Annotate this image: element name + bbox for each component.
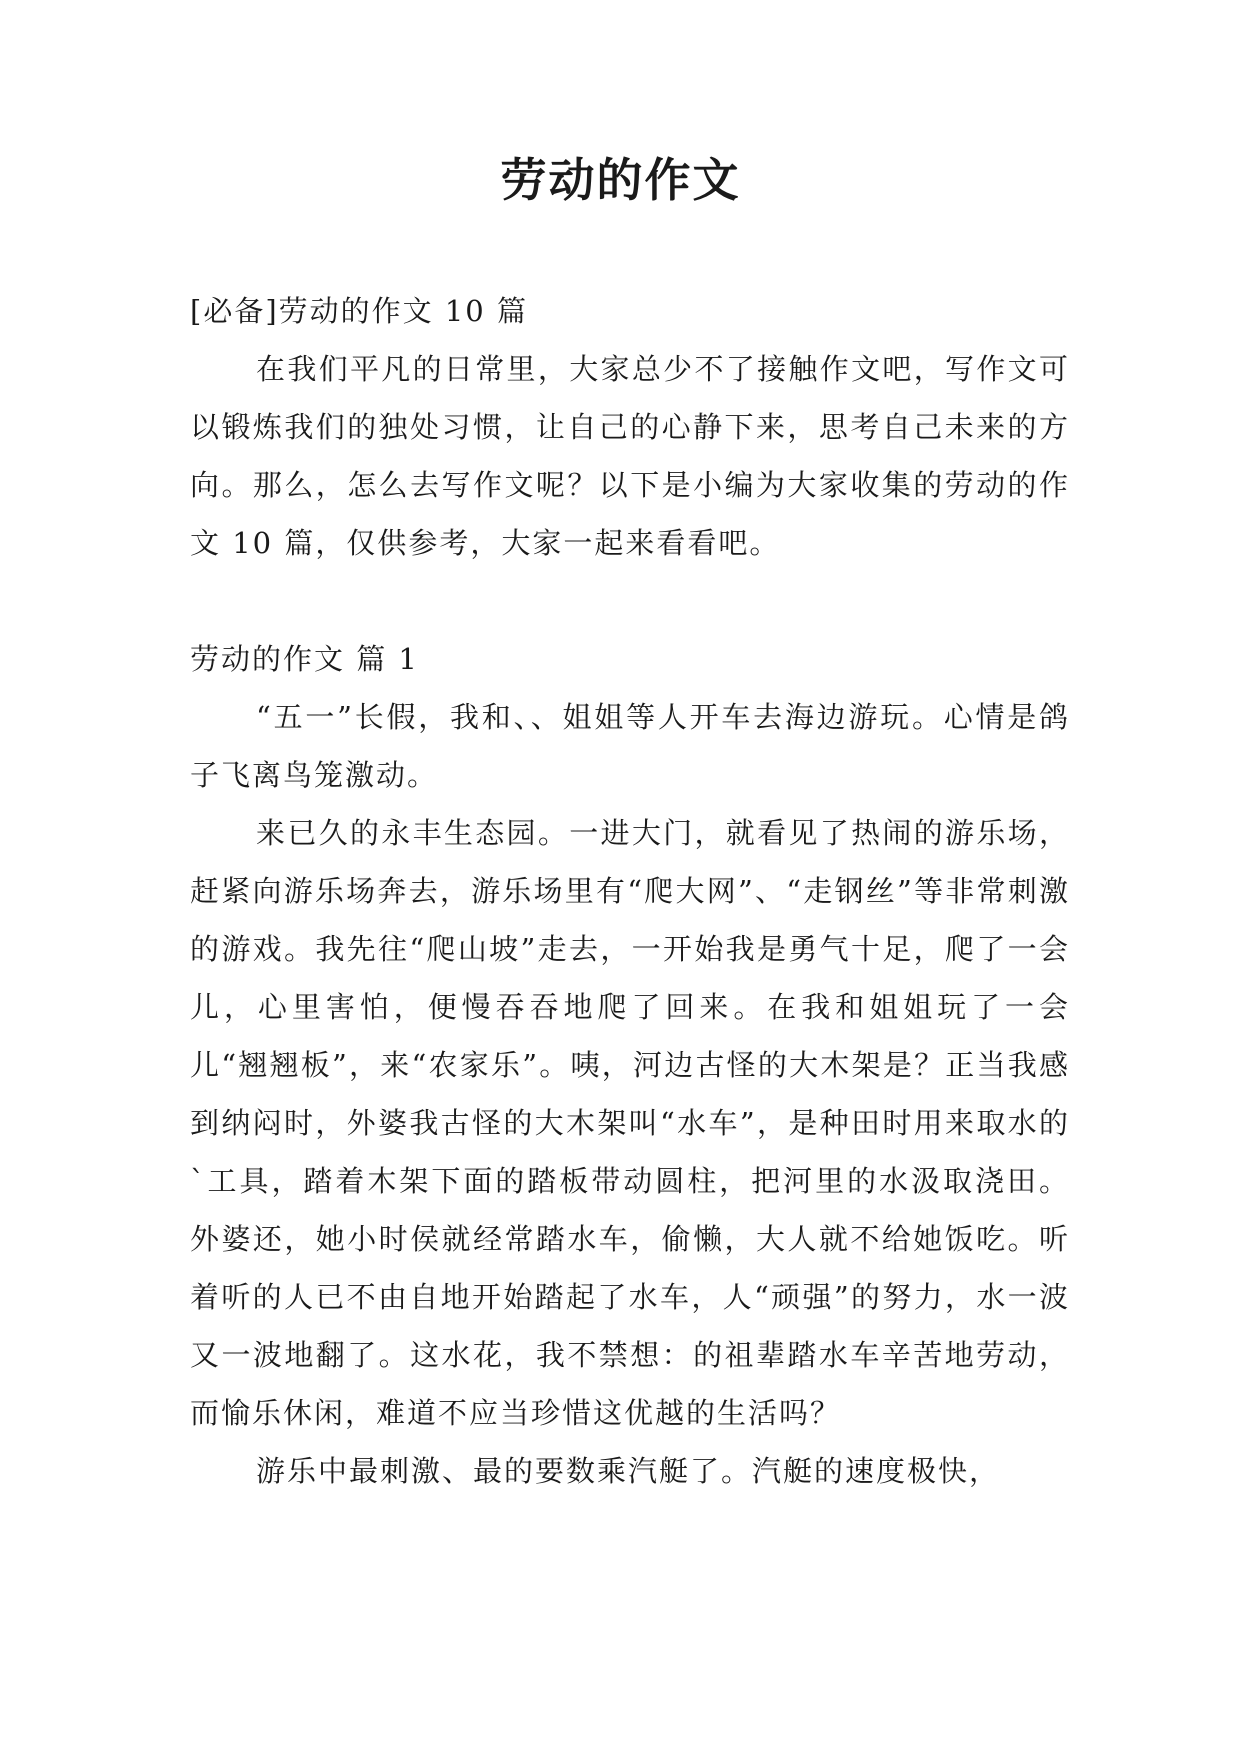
document-heading: [必备]劳动的作文 10 篇	[190, 294, 528, 328]
body-paragraph: 游乐中最刺激、最的要数乘汽艇了。汽艇的速度极快，	[256, 1454, 1001, 1488]
body-paragraph: 来已久的永丰生态园。一进大门，就看见了热闹的游乐场，赶紧向游乐场奔去，游乐场里有“爬大网”、“走钢丝”等非常刺激的游戏。我先往“爬山坡”走去，一开始我是勇气十足，爬了一会儿，心里害怕，便慢吞吞地爬了回来。在我和姐姐玩了一会儿“翘翘板”，来“农家乐”。咦，河边古怪的大木架是？正当我感到纳闷时，外婆我古怪的大木架叫“水车”，是种田时用来取水的`工具，踏着木架下面的踏板带动圆柱，把河里的水汲取浇田。外婆还，她小时侯就经常踏水车，偷懒，大人就不给她饭吃。听着听的人已不由自地开始踏起了水车，人“顽强”的努力，水一波又一波地翻了。这水花，我不禁想：的祖辈踏水车辛苦地劳动，而愉乐休闲，难道不应当珍惜这优越的生活吗？	[190, 816, 1070, 1430]
document-body	[190, 282, 1070, 1500]
section-title: 劳动的作文 篇 1	[190, 642, 419, 676]
body-paragraph: “五一”长假，我和、、姐姐等人开车去海边游玩。心情是鸽子飞离鸟笼激动。	[190, 700, 1070, 792]
document-title: 劳动的作文	[500, 153, 741, 207]
intro-paragraph: 在我们平凡的日常里，大家总少不了接触作文吧，写作文可以锻炼我们的独处习惯，让自己的心静下来，思考自己未来的方向。那么，怎么去写作文呢？以下是小编为大家收集的劳动的作文 10 篇，仅供参考，大家一起来看看吧。	[190, 352, 1070, 560]
